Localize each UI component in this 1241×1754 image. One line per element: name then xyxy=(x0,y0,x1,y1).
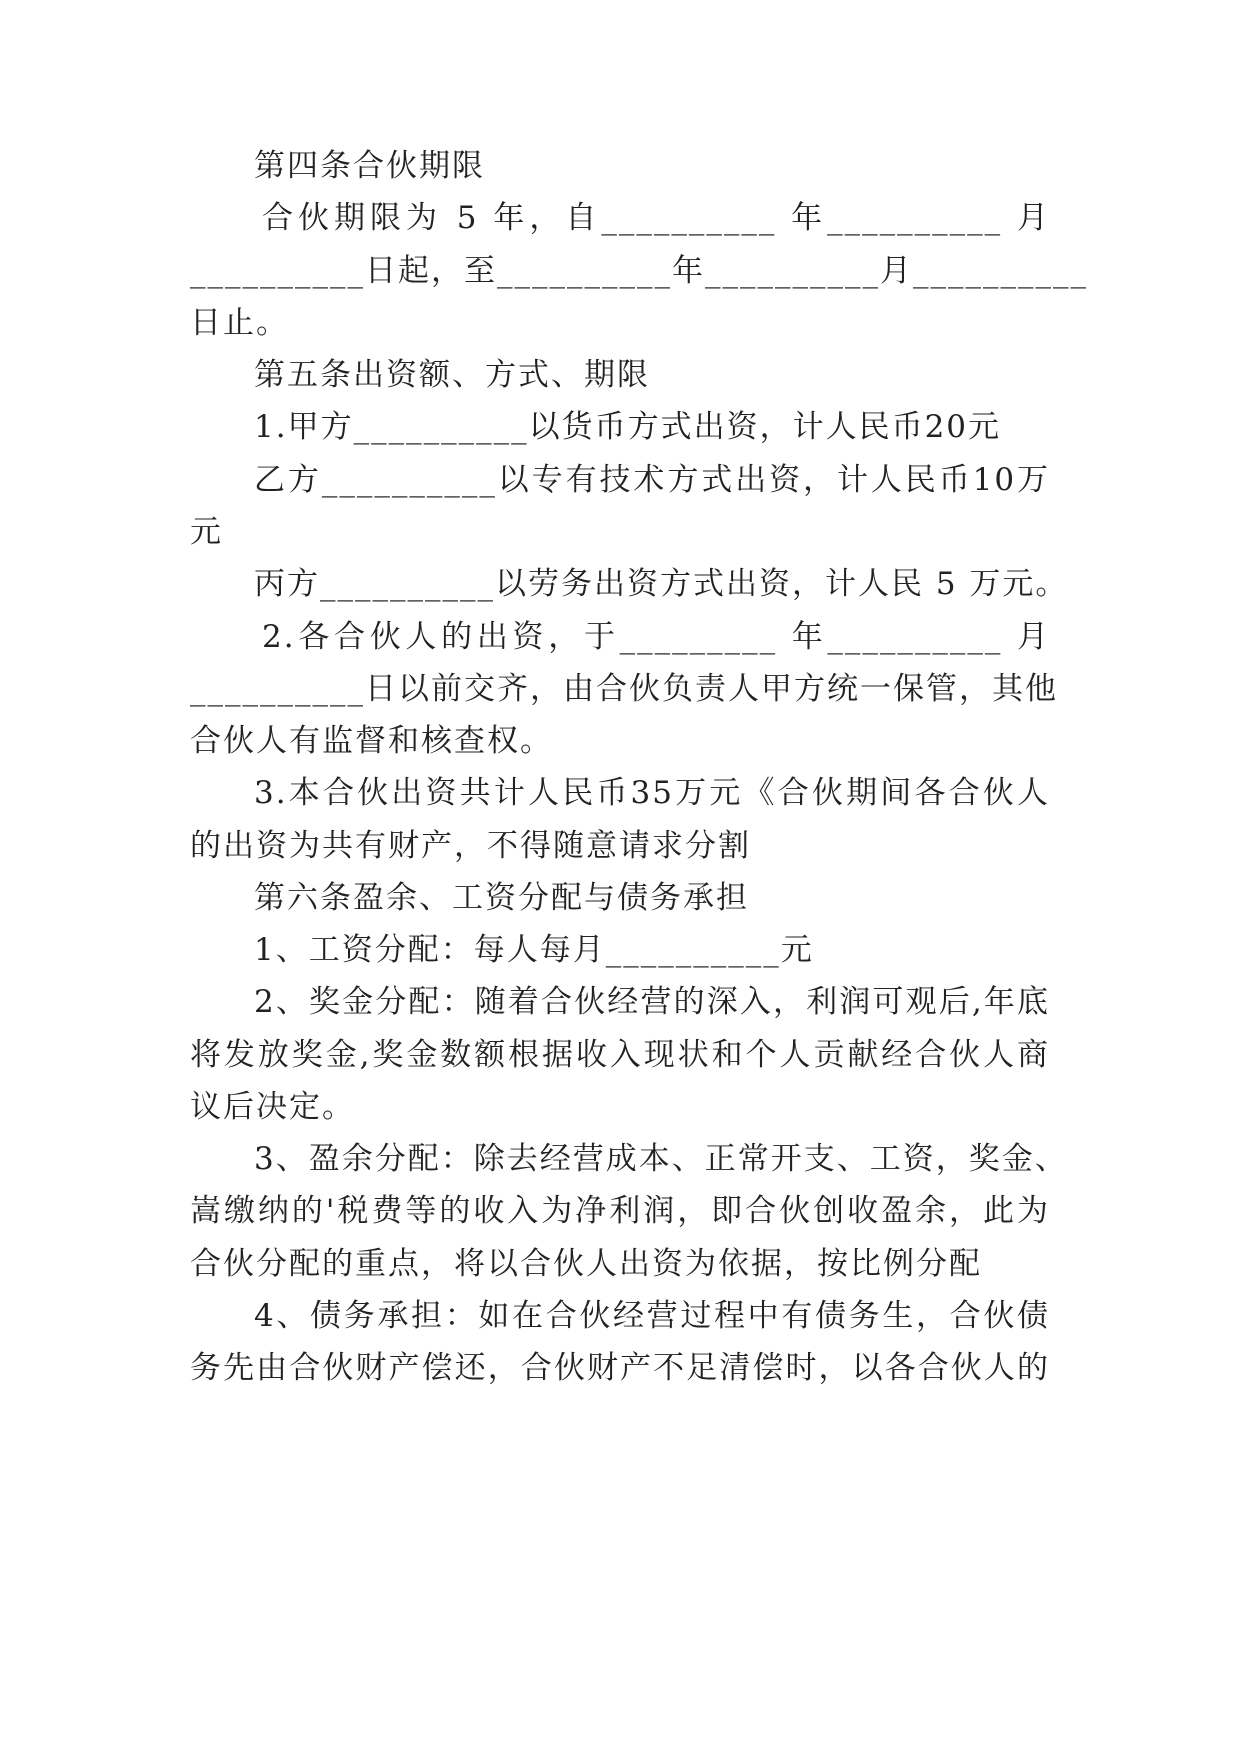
paragraph-line: 3.本合伙出资共计人民币35万元《合伙期间各合伙人 xyxy=(254,775,1050,811)
paragraph-line: 日止。 xyxy=(190,305,289,341)
paragraph-line: 合伙分配的重点，将以合伙人出资为依据，按比例分配 xyxy=(190,1246,982,1282)
paragraph-line: 2.各合伙人的出资，于_________ 年__________ 月 xyxy=(262,619,1050,655)
article-4-heading: 第四条合伙期限 xyxy=(254,148,485,184)
article-5-heading: 第五条出资额、方式、期限 xyxy=(254,357,650,393)
paragraph-line: 嵩缴纳的'税费等的收入为净利润，即合伙创收盈余，此为 xyxy=(190,1193,1050,1229)
paragraph-line: 将发放奖金,奖金数额根据收入现状和个人贡献经合伙人商 xyxy=(190,1037,1050,1073)
paragraph-line: __________日以前交齐，由合伙负责人甲方统一保管，其他 xyxy=(190,671,1058,707)
paragraph-line: 合伙人有监督和核查权。 xyxy=(190,723,553,759)
paragraph-line: 2、奖金分配：随着合伙经营的深入，利润可观后,年底 xyxy=(254,984,1050,1020)
paragraph-line: 4、债务承担：如在合伙经营过程中有债务生，合伙债 xyxy=(254,1298,1050,1334)
paragraph-line: 1.甲方__________以货币方式出资，计人民币20元 xyxy=(254,409,1002,445)
paragraph-line: 3、盈余分配：除去经营成本、正常开支、工资，奖金、 xyxy=(254,1141,1068,1177)
paragraph-line: __________日起，至__________年__________月__________ xyxy=(190,253,1088,289)
paragraph-line: 合伙期限为 5 年，自__________ 年__________ 月 xyxy=(262,200,1050,236)
article-6-heading: 第六条盈余、工资分配与债务承担 xyxy=(254,880,749,916)
paragraph-line: 乙方__________以专有技术方式出资，计人民币10万 xyxy=(254,462,1050,498)
paragraph-line: 议后决定。 xyxy=(190,1089,355,1125)
paragraph-line: 的出资为共有财产，不得随意请求分割 xyxy=(190,828,751,864)
paragraph-line: 元 xyxy=(190,514,223,550)
paragraph-line: 1、工资分配：每人每月__________元 xyxy=(254,932,814,968)
paragraph-line: 务先由合伙财产偿还，合伙财产不足清偿时，以各合伙人的 xyxy=(190,1350,1050,1386)
paragraph-line: 丙方__________以劳务出资方式出资，计人民 5 万元。 xyxy=(254,566,1069,602)
